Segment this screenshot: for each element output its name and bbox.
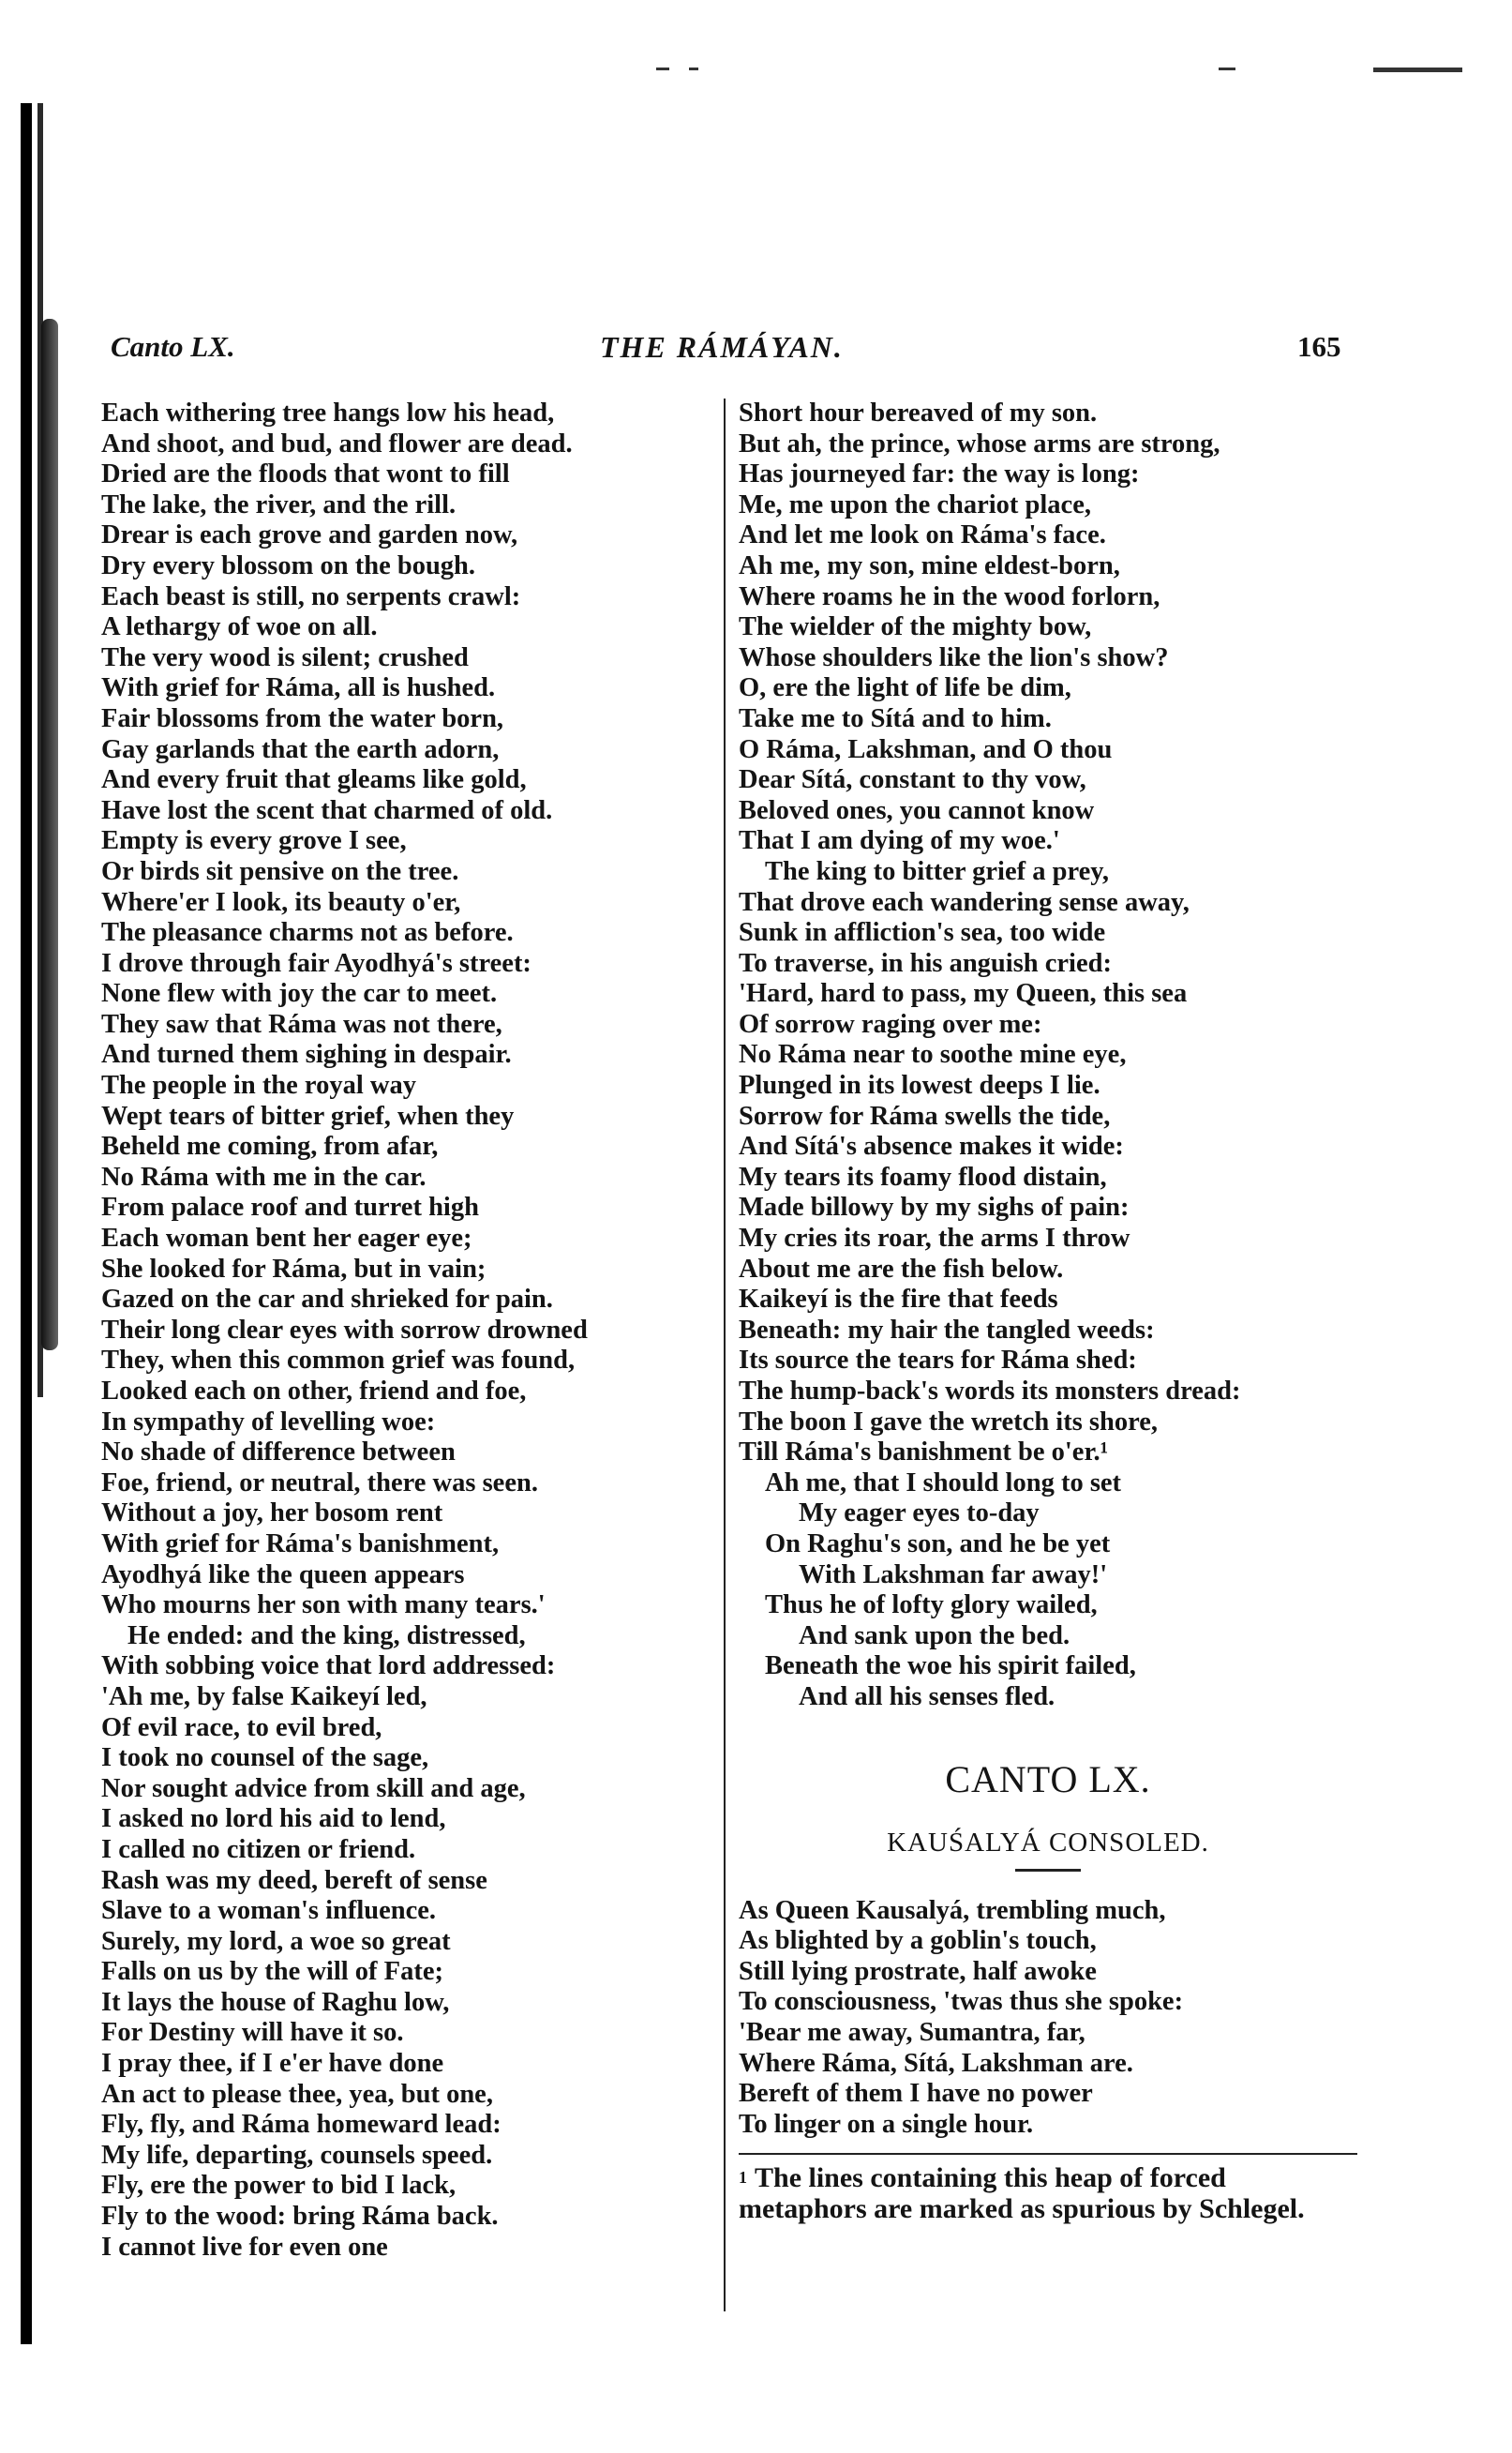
scan-mark	[689, 68, 698, 70]
scan-mark	[1373, 68, 1462, 72]
verse-line: Short hour bereaved of my son.	[739, 399, 1098, 428]
verse-line: Beloved ones, you cannot know	[739, 795, 1095, 825]
verse-line: They saw that Ráma was not there,	[101, 1009, 502, 1039]
verse-line: Fly, fly, and Ráma homeward lead:	[101, 2110, 502, 2140]
binding-shadow	[21, 103, 32, 2344]
verse-line: 'Ah me, by false Kaikeyí led,	[101, 1681, 427, 1711]
verse-line: Till Ráma's banishment be o'er.¹	[739, 1437, 1109, 1467]
verse-line: The lake, the river, and the rill.	[101, 489, 457, 519]
verse-line: For Destiny will have it so.	[101, 2018, 404, 2048]
binding-smudge	[41, 319, 58, 1350]
verse-line: Have lost the scent that charmed of old.	[101, 795, 553, 825]
verse-line: I asked no lord his aid to lend,	[101, 1804, 446, 1834]
verse-line: Rash was my deed, bereft of sense	[101, 1865, 487, 1895]
verse-line: Where'er I look, its beauty o'er,	[101, 887, 461, 917]
verse-line: Fly to the wood: bring Ráma back.	[101, 2202, 499, 2232]
scan-mark	[656, 68, 669, 70]
verse-line: Thus he of lofty glory wailed,	[765, 1590, 1098, 1620]
verse-line: Slave to a woman's influence.	[101, 1896, 437, 1926]
verse-line: Ah me, my son, mine eldest-born,	[739, 550, 1120, 580]
verse-line: Of evil race, to evil bred,	[101, 1712, 382, 1742]
verse-line: To linger on a single hour.	[739, 2109, 1034, 2139]
verse-line: My tears its foamy flood distain,	[739, 1162, 1107, 1192]
verse-line: She looked for Ráma, but in vain;	[101, 1254, 487, 1284]
verse-line: With grief for Ráma's banishment,	[101, 1528, 500, 1558]
verse-line: About me are the fish below.	[739, 1254, 1064, 1284]
footnote	[739, 2162, 1339, 2224]
short-rule	[1015, 1869, 1081, 1872]
verse-line: Fly, ere the power to bid I lack,	[101, 2171, 457, 2201]
verse-line: Has journeyed far: the way is long:	[739, 459, 1140, 489]
verse-line: Surely, my lord, a woe so great	[101, 1926, 451, 1956]
verse-line: He ended: and the king, distressed,	[127, 1620, 526, 1650]
verse-line: On Raghu's son, and he be yet	[765, 1528, 1111, 1558]
verse-line: Gay garlands that the earth adorn,	[101, 734, 500, 764]
verse-line: Gazed on the car and shrieked for pain.	[101, 1285, 553, 1315]
book-title: THE RÁMÁYAN.	[600, 330, 844, 364]
verse-line: It lays the house of Raghu low,	[101, 1987, 450, 2017]
verse-line: 'Bear me away, Sumantra, far,	[739, 2017, 1085, 2047]
verse-line: Take me to Sítá and to him.	[739, 703, 1052, 733]
canto-label: Canto LX.	[111, 330, 235, 363]
verse-line: The wielder of the mighty bow,	[739, 612, 1092, 642]
verse-line: Beneath the woe his spirit failed,	[765, 1651, 1136, 1681]
verse-line: The people in the royal way	[101, 1071, 416, 1101]
canto-subtitle: KAUŚALYÁ CONSOLED.	[887, 1827, 1209, 1858]
verse-line: The very wood is silent; crushed	[101, 642, 469, 672]
page-number: 165	[1297, 330, 1341, 363]
verse-line: Wept tears of bitter grief, when they	[101, 1101, 515, 1131]
verse-line: As blighted by a goblin's touch,	[739, 1926, 1097, 1956]
verse-line: I took no counsel of the sage,	[101, 1743, 429, 1773]
verse-line: None flew with joy the car to meet.	[101, 979, 498, 1009]
verse-line: O Ráma, Lakshman, and O thou	[739, 734, 1113, 764]
verse-line: They, when this common grief was found,	[101, 1346, 576, 1376]
verse-line: And sank upon the bed.	[799, 1620, 1070, 1650]
verse-line: Where Ráma, Sítá, Lakshman are.	[739, 2048, 1133, 2078]
verse-line: My eager eyes to-day	[799, 1498, 1040, 1528]
verse-line: Ayodhyá like the queen appears	[101, 1559, 465, 1589]
verse-line: The hump-back's words its monsters dread:	[739, 1377, 1241, 1406]
verse-line: That I am dying of my woe.'	[739, 826, 1060, 856]
verse-line: My cries its roar, the arms I throw	[739, 1224, 1130, 1254]
footnote-text: The lines containing this heap of forced metaphors are marked as spurious by Schlegel.	[739, 2162, 1305, 2225]
verse-line: Me, me upon the chariot place,	[739, 489, 1091, 519]
verse-line: From palace roof and turret high	[101, 1193, 479, 1223]
verse-line: Fair blossoms from the water born,	[101, 703, 504, 733]
canto-title: CANTO LX.	[945, 1757, 1151, 1800]
verse-line: Where roams he in the wood forlorn,	[739, 581, 1160, 611]
scan-mark	[1219, 68, 1235, 70]
verse-line: Empty is every grove I see,	[101, 826, 407, 856]
verse-line: And all his senses fled.	[799, 1681, 1055, 1711]
verse-line: Who mourns her son with many tears.'	[101, 1590, 546, 1620]
verse-line: No shade of difference between	[101, 1437, 456, 1467]
verse-line: And let me look on Ráma's face.	[739, 520, 1106, 550]
verse-line: Still lying prostrate, half awoke	[739, 1956, 1097, 1986]
verse-line: Bereft of them I have no power	[739, 2079, 1093, 2109]
verse-line: Sunk in affliction's sea, too wide	[739, 918, 1106, 948]
right-column	[739, 399, 1357, 2224]
verse-line: Plunged in its lowest deeps I lie.	[739, 1071, 1100, 1101]
verse-line: I cannot live for even one	[101, 2232, 388, 2262]
verse-line: A lethargy of woe on all.	[101, 612, 378, 642]
verse-line: Made billowy by my sighs of pain:	[739, 1193, 1130, 1223]
verse-line: Their long clear eyes with sorrow drowned	[101, 1315, 588, 1345]
verse-line: O, ere the light of life be dim,	[739, 673, 1071, 703]
running-head	[101, 330, 1348, 377]
verse-line: The king to bitter grief a prey,	[765, 856, 1110, 886]
footnote-marker: 1	[739, 2168, 747, 2188]
verse-line: Beneath: my hair the tangled weeds:	[739, 1315, 1155, 1345]
verse-line: An act to please thee, yea, but one,	[101, 2079, 493, 2109]
verse-line: Dried are the floods that wont to fill	[101, 459, 510, 489]
verse-line: Falls on us by the will of Fate;	[101, 1957, 443, 1987]
verse-line: And turned them sighing in despair.	[101, 1040, 512, 1070]
verse-line: I pray thee, if I e'er have done	[101, 2049, 444, 2079]
verse-line: Of sorrow raging over me:	[739, 1009, 1042, 1039]
verse-line: 'Hard, hard to pass, my Queen, this sea	[739, 979, 1188, 1009]
verse-line: The boon I gave the wretch its shore,	[739, 1407, 1159, 1437]
verse-line: Whose shoulders like the lion's show?	[739, 642, 1169, 672]
left-column	[101, 399, 715, 2263]
verse-line: Its source the tears for Ráma shed:	[739, 1346, 1137, 1376]
verse-line: Looked each on other, friend and foe,	[101, 1377, 527, 1406]
verse-line: With sobbing voice that lord addressed:	[101, 1651, 556, 1681]
verse-line: Sorrow for Ráma swells the tide,	[739, 1101, 1111, 1131]
verse-line: Beheld me coming, from afar,	[101, 1132, 439, 1162]
column-divider	[724, 399, 726, 2311]
verse-line: Without a joy, her bosom rent	[101, 1498, 443, 1528]
verse-line: And Sítá's absence makes it wide:	[739, 1132, 1124, 1162]
verse-line: As Queen Kausalyá, trembling much,	[739, 1895, 1166, 1925]
verse-line: Each woman bent her eager eye;	[101, 1224, 472, 1254]
canto-verses	[739, 1896, 1357, 2141]
verse-line: My life, departing, counsels speed.	[101, 2140, 493, 2170]
verse-line: Each withering tree hangs low his head,	[101, 399, 555, 428]
verse-line: Kaikeyí is the fire that feeds	[739, 1285, 1058, 1315]
verse-line: No Ráma near to soothe mine eye,	[739, 1040, 1127, 1070]
verse-line: But ah, the prince, whose arms are strong,	[739, 429, 1220, 459]
verse-line: Foe, friend, or neutral, there was seen.	[101, 1467, 538, 1497]
verse-line: With grief for Ráma, all is hushed.	[101, 673, 496, 703]
verse-line: Dry every blossom on the bough.	[101, 550, 476, 580]
verse-line: Ah me, that I should long to set	[765, 1467, 1122, 1497]
verse-line: Nor sought advice from skill and age,	[101, 1773, 526, 1803]
verse-line: Drear is each grove and garden now,	[101, 520, 518, 550]
verse-line: To traverse, in his anguish cried:	[739, 948, 1112, 978]
verse-line: Dear Sítá, constant to thy vow,	[739, 765, 1086, 795]
verse-line: And every fruit that gleams like gold,	[101, 765, 527, 795]
verse-line: Or birds sit pensive on the tree.	[101, 856, 459, 886]
right-column-verses	[739, 399, 1357, 1713]
verse-line: That drove each wandering sense away,	[739, 887, 1190, 917]
verse-line: No Ráma with me in the car.	[101, 1162, 427, 1192]
verse-line: Each beast is still, no serpents crawl:	[101, 581, 521, 611]
verse-line: I drove through fair Ayodhyá's street:	[101, 948, 531, 978]
footnote-rule	[739, 2153, 1357, 2155]
verse-line: In sympathy of levelling woe:	[101, 1407, 436, 1437]
verse-line: I called no citizen or friend.	[101, 1834, 416, 1864]
verse-line: The pleasance charms not as before.	[101, 918, 514, 948]
verse-line: And shoot, and bud, and flower are dead.	[101, 429, 573, 459]
verse-line: To consciousness, 'twas thus she spoke:	[739, 1987, 1184, 2017]
verse-line: With Lakshman far away!'	[799, 1559, 1108, 1589]
